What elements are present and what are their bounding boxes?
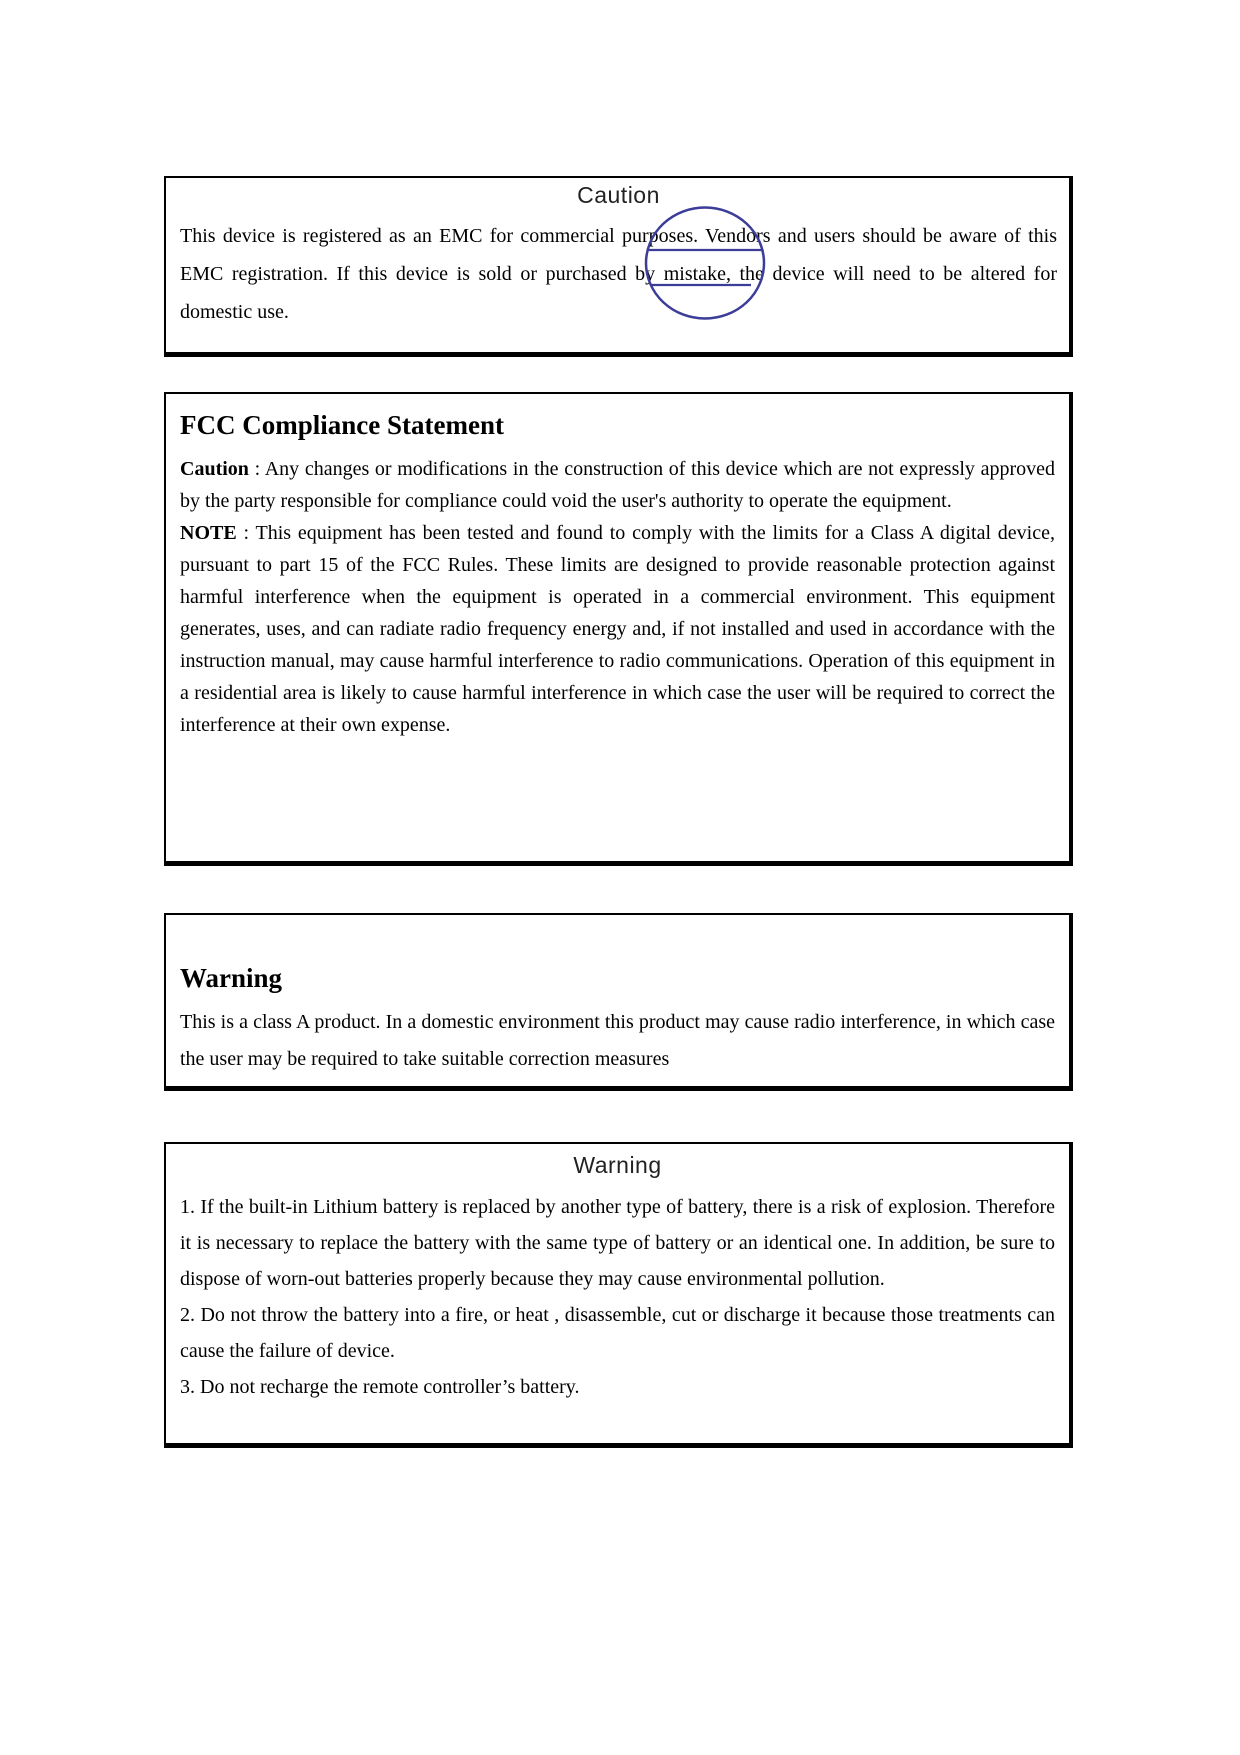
fcc-note-paragraph (180, 517, 1055, 741)
warning-battery-item-1: 1. If the built-in Lithium battery is replaced by another type of battery, there is a risk of explosion. Therefore it is necessary to replace the battery with the same type of battery or an identical one. In addition, be sure to dispose of worn-out batteries properly because they may cause environmental pollution. (180, 1196, 1055, 1290)
warning-battery-item-2: 2. Do not throw the battery into a fire, or heat , disassemble, cut or discharge it because those treatments can cause the failure of device. (180, 1304, 1055, 1362)
warning-class-a-title: Warning (180, 963, 283, 993)
warning-class-a-box (164, 913, 1073, 1091)
fcc-title: FCC Compliance Statement (180, 410, 504, 440)
caution-emc-title: Caution (577, 182, 660, 208)
document-body (164, 0, 1073, 1448)
fcc-note-label: NOTE (180, 522, 237, 544)
warning-class-a-text: This is a class A product. In a domestic environment this product may cause radio interference, in which case the user may be required to take suitable correction measures (180, 1011, 1055, 1070)
fcc-caution-paragraph (180, 453, 1055, 517)
fcc-note-text: : This equipment has been tested and found to comply with the limits for a Class A digital device, pursuant to part 15 of the FCC Rules. These limits are designed to provide reasonable protection against harmful interference when the equipment is operated in a commercial environment. This equipment generates, uses, and can radiate radio frequency energy and, if not installed and used in accordance with the instruction manual, may cause harmful interference to radio communications. Operation of this equipment in a residential area is likely to cause harmful interference in which case the user will be required to correct the interference at their own expense. (180, 522, 1055, 736)
caution-emc-text: This device is registered as an EMC for commercial purposes. Vendors and users should be aware of this EMC registration. If this device is sold or purchased by mistake, the device will need to be altered for domestic use. (180, 225, 1057, 323)
caution-emc-box (164, 176, 1073, 357)
fcc-caution-label: Caution (180, 458, 249, 480)
fcc-compliance-box (164, 392, 1073, 866)
fcc-caution-text: : Any changes or modifications in the construction of this device which are not expressly approved by the party responsible for compliance could void the user's authority to operate the equipment. (180, 458, 1055, 512)
warning-battery-title: Warning (573, 1152, 662, 1178)
warning-battery-item-3: 3. Do not recharge the remote controller’s battery. (180, 1376, 580, 1398)
warning-battery-box (164, 1142, 1073, 1448)
